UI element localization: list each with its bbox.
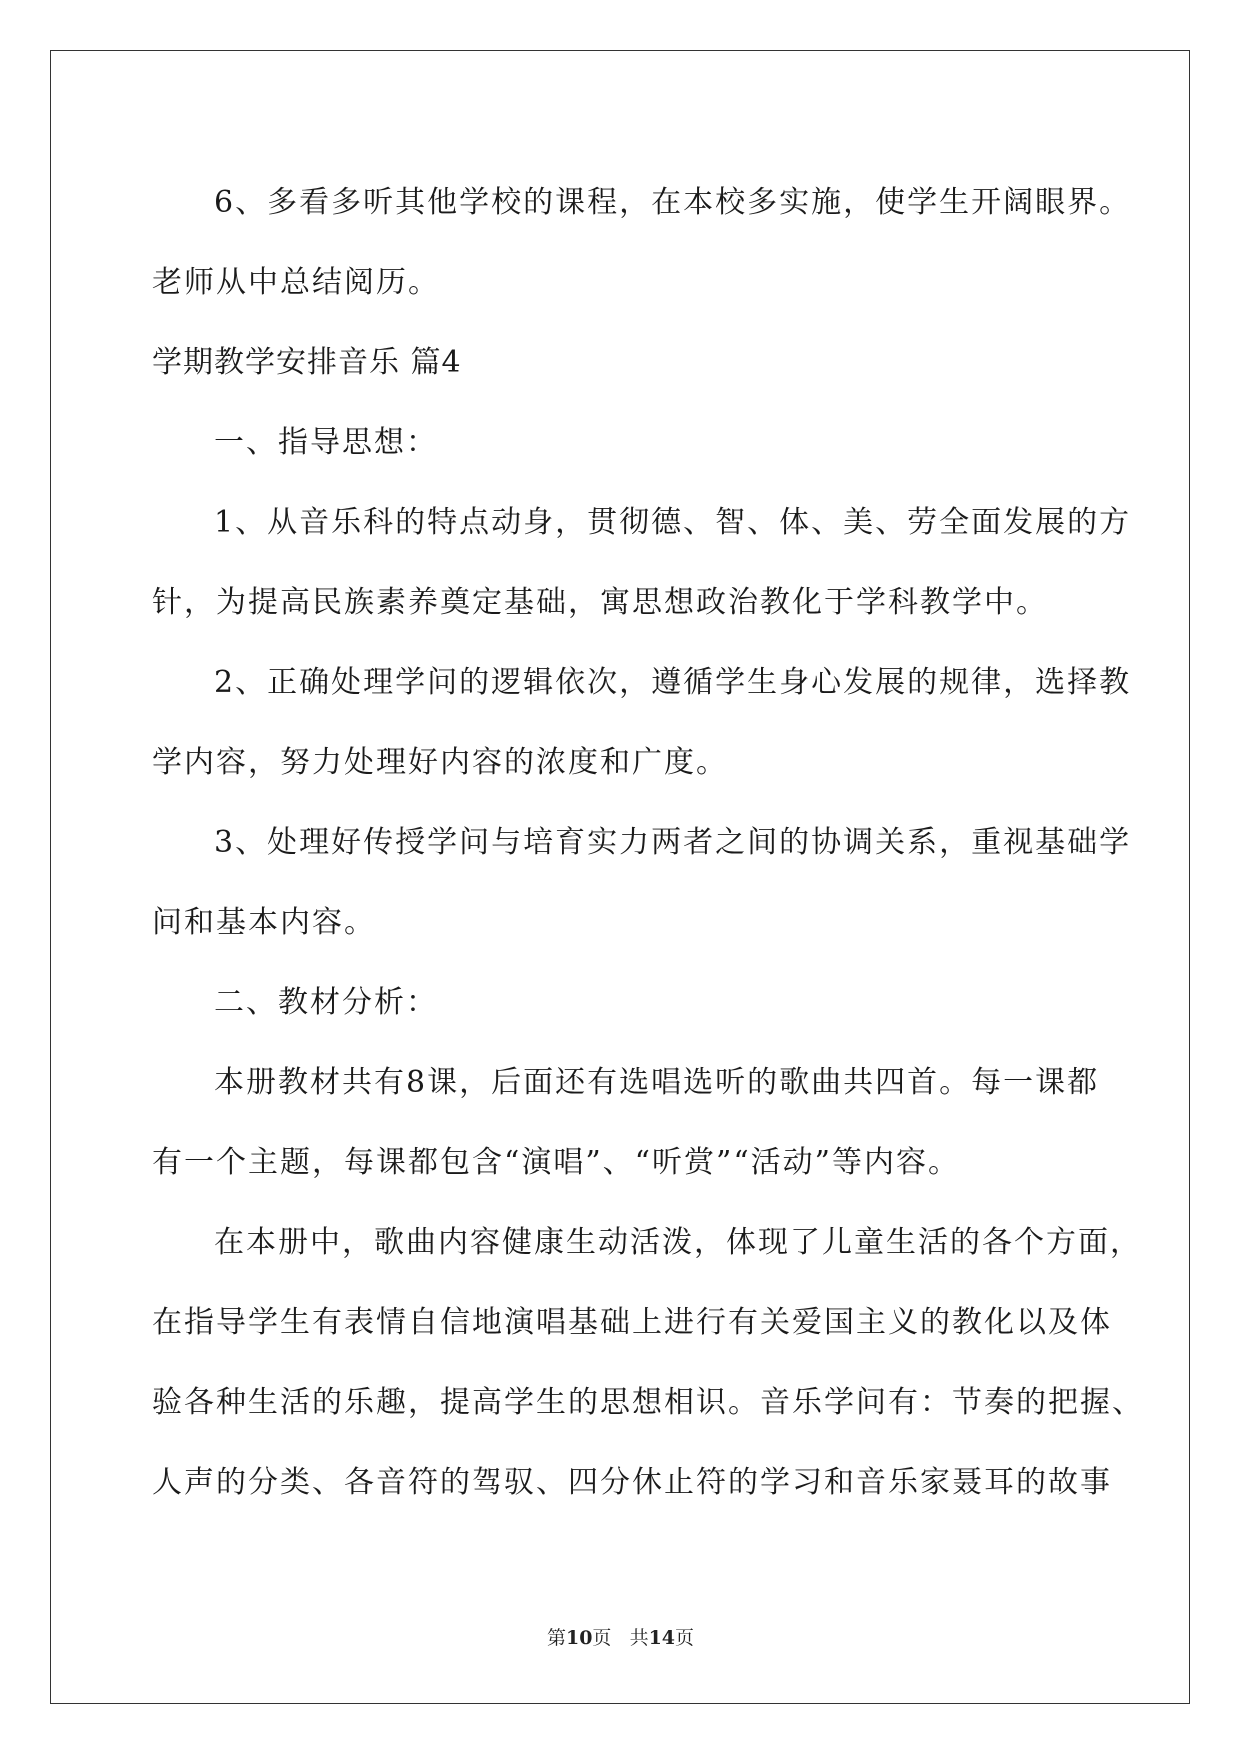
paragraph-line: 1、从音乐科的特点动身，贯彻德、智、体、美、劳全面发展的方: [214, 505, 1132, 540]
document-body: [152, 163, 1144, 1523]
paragraph-line: 学内容，努力处理好内容的浓度和广度。: [152, 745, 728, 780]
paragraph-line: 验各种生活的乐趣，提高学生的思想相识。音乐学问有：节奏的把握、: [152, 1385, 1144, 1420]
section-heading: 学期教学安排音乐 篇4: [152, 345, 462, 380]
page-total-number: 14: [648, 1627, 676, 1649]
paragraph-line: 针，为提高民族素养奠定基础，寓思想政治教化于学科教学中。: [152, 585, 1048, 620]
paragraph-line: 6、多看多听其他学校的课程，在本校多实施，使学生开阔眼界。: [214, 185, 1132, 220]
page-footer: [0, 1623, 1241, 1650]
total-prefix: 共: [629, 1627, 649, 1649]
page-suffix: 页: [592, 1627, 612, 1649]
subsection-heading: 二、教材分析：: [214, 985, 438, 1020]
paragraph-line: 问和基本内容。: [152, 905, 376, 940]
page-current-number: 10: [565, 1627, 593, 1649]
paragraph-line: 人声的分类、各音符的驾驭、四分休止符的学习和音乐家聂耳的故事: [152, 1465, 1112, 1500]
subsection-heading: 一、指导思想：: [214, 425, 438, 460]
paragraph-line: 有一个主题，每课都包含“演唱”、“听赏”“活动”等内容。: [152, 1145, 961, 1180]
page-prefix: 第: [546, 1627, 566, 1649]
paragraph-line: 本册教材共有8课，后面还有选唱选听的歌曲共四首。每一课都: [214, 1065, 1100, 1100]
total-suffix: 页: [675, 1627, 695, 1649]
paragraph-line: 在指导学生有表情自信地演唱基础上进行有关爱国主义的教化以及体: [152, 1305, 1112, 1340]
paragraph-line: 3、处理好传授学问与培育实力两者之间的协调关系，重视基础学: [214, 825, 1132, 860]
paragraph-line: 老师从中总结阅历。: [152, 265, 440, 300]
paragraph-line: 在本册中，歌曲内容健康生动活泼，体现了儿童生活的各个方面，: [214, 1225, 1142, 1260]
paragraph-line: 2、正确处理学问的逻辑依次，遵循学生身心发展的规律，选择教: [214, 665, 1132, 700]
